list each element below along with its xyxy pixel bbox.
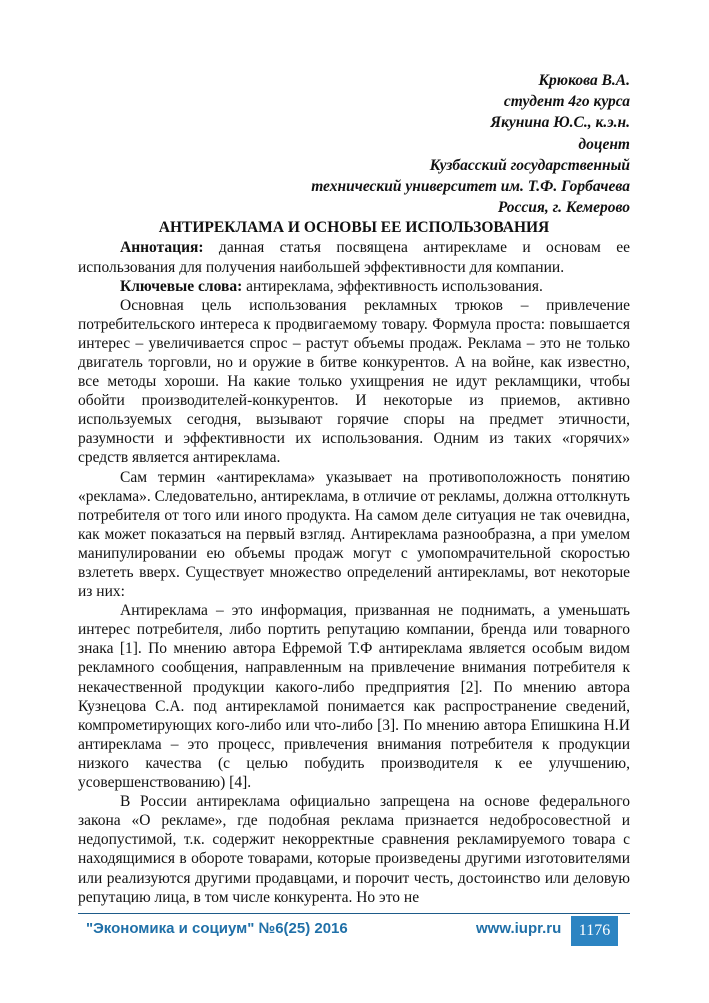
- body-paragraph-4: В России антиреклама официально запрещена на основе федерального закона «О рекламе», где подобная реклама признается недобросовестной и недопустимой, т.к. содержит некорректные сравнения рекламируемого товара с находящимися в обороте товарами, которые произведены другими изготовителями или реализуются другими продавцами, и порочит честь, достоинство или деловую репутацию лица, в том числе конкурента. Но это не: [78, 793, 630, 906]
- affiliation-line-1: Кузбасский государственный: [429, 156, 630, 174]
- journal-website-link[interactable]: www.iupr.ru: [476, 920, 562, 937]
- keywords-text: антиреклама, эффективность использования.: [242, 277, 543, 295]
- annotation-label: Аннотация:: [120, 239, 204, 257]
- page-footer: [78, 916, 630, 946]
- keywords-paragraph: [78, 277, 630, 296]
- annotation-paragraph: [78, 238, 630, 276]
- footer-divider: [78, 913, 630, 914]
- keywords-label: Ключевые слова:: [120, 277, 243, 295]
- author-position-2: доцент: [578, 135, 630, 153]
- page-number-badge: 1176: [571, 916, 618, 946]
- page-content: [78, 70, 630, 907]
- author-name-1: Крюкова В.А.: [538, 72, 630, 89]
- affiliation-line-2: технический университет им. Т.Ф. Горбачева: [311, 178, 630, 196]
- body-paragraph-2: Сам термин «антиреклама» указывает на противоположность понятию «реклама». Следовательно, антиреклама, в отличие от рекламы, должна оттолкнуть потребителя от того или иного продукта. На самом деле ситуация не так очевидна, как может показаться на первый взгляд. Антиреклама разнообразна, а при умелом манипулировании ею объемы продаж могут с умопомрачительной скоростью взлететь вверх. Существует множество определений антирекламы, вот некоторые из них:: [78, 468, 630, 601]
- body-paragraph-3: Антиреклама – это информация, призванная не поднимать, а уменьшать интерес потребителя, либо портить репутацию компании, бренда или товарного знака [1]. По мнению автора Ефремой Т.Ф антиреклама является особым видом рекламного сообщения, направленным на привлечение внимания потребителя к некачественной продукции какого-либо предприятия [2]. По мнению автора Кузнецова С.А. под антирекламой понимается как распространение сведений, компрометирующих кого-либо или что-либо [3]. По мнению автора Епишкина Н.И антиреклама – это процесс, привлечения внимания потребителя к продукции низкого качества (с целью побудить производителя к ее улучшению, усовершенствованию) [4].: [78, 602, 630, 792]
- author-position-1: студент 4го курса: [503, 93, 630, 111]
- annotation-text: данная статья посвящена антирекламе и основам ее использования для получения наибольшей эффективности для компании.: [78, 239, 630, 276]
- author-block: [78, 70, 630, 218]
- body-paragraph-1: Основная цель использования рекламных трюков – привлечение потребительского интереса к продвигаемому товару. Формула проста: повышается интерес – увеличивается спрос – растут объемы продаж. Реклама – это не только двигатель торговли, но и оружие в битве конкурентов. А на войне, как известно, все методы хороши. На какие только ухищрения не идут рекламщики, чтобы обойти производителей-конкурентов. И некоторые из приемов, активно используемых сегодня, вызывают горячие споры на предмет этичности, разумности и эффективности их использования. Одним из таких «горячих» средств является антиреклама.: [78, 296, 630, 467]
- article-title: АНТИРЕКЛАМА И ОСНОВЫ ЕЕ ИСПОЛЬЗОВАНИЯ: [158, 219, 550, 237]
- journal-title: "Экономика и социум" №6(25) 2016: [86, 920, 348, 937]
- author-name-2: Якунина Ю.С., к.э.н.: [490, 114, 630, 132]
- location: Россия, г. Кемерово: [497, 199, 630, 217]
